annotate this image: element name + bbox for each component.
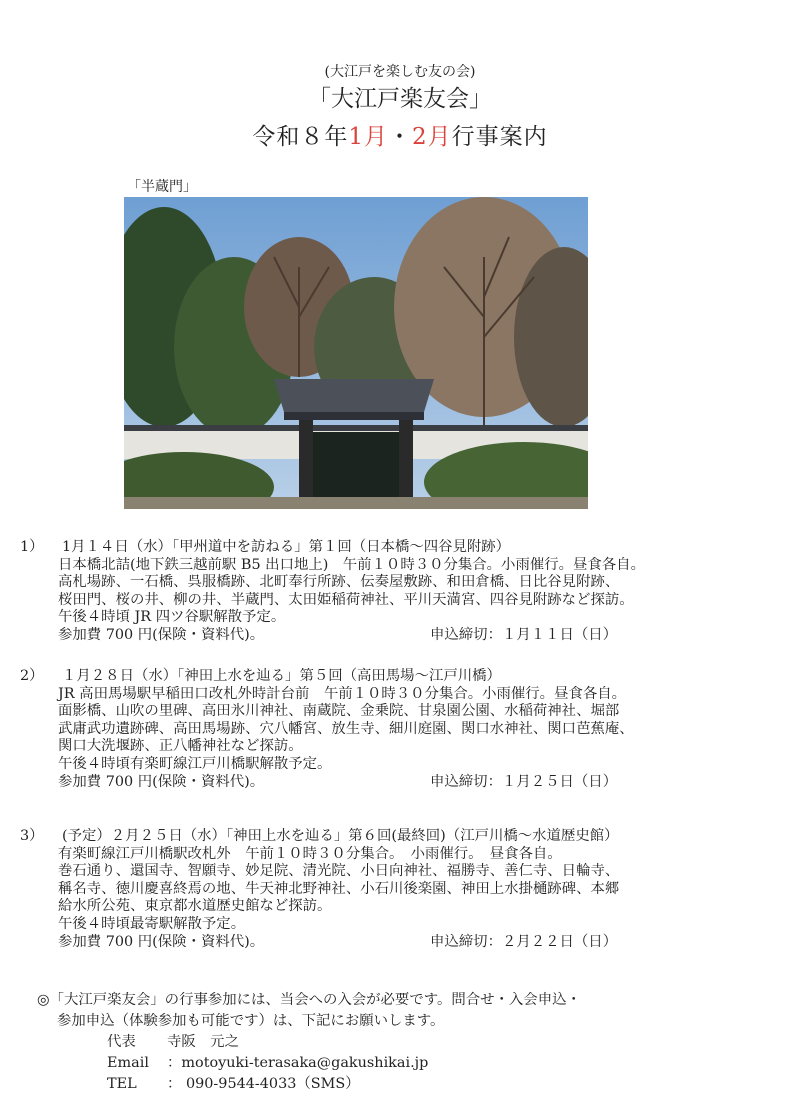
- event-2-title: １月２８日（水）「神田上水を辿る」第５回（高田馬場～江戸川橋）: [62, 668, 501, 684]
- event-3-fee-row: [20, 934, 790, 952]
- representative-name: 寺阪 元之: [167, 1034, 239, 1050]
- membership-note: ◎「大江戸楽友会」の行事参加には、当会への入会が必要です。問合せ・入会申込・: [37, 992, 581, 1008]
- event-1-title-row: [20, 539, 790, 557]
- event-1: [20, 539, 790, 645]
- footer: [37, 990, 777, 1095]
- event-3-line: 有楽町線江戸川橋駅改札外 午前１０時３０分集合。 小雨催行。 昼食各自。: [58, 845, 562, 862]
- event-2-line: 武庸武功遺跡碑、高田馬場跡、穴八幡宮、放生寺、細川庭園、関口水神社、関口芭蕉庵、: [58, 720, 634, 737]
- event-3-line: 巻石通り、還国寺、智願寺、妙足院、清光院、小日向神社、福勝寺、善仁寺、日輪寺、: [58, 863, 620, 880]
- event-3-line: 給水所公苑、東京都水道歴史館など探訪。: [58, 898, 332, 915]
- tel-number: ： 090-9544-4033（SMS）: [167, 1076, 360, 1092]
- event-3-line: 稱名寺、徳川慶喜終焉の地、牛天神北野神社、小石川後楽園、神田上水掛樋跡碑、本郷: [58, 880, 620, 897]
- event-1-number: 1）: [20, 539, 44, 555]
- page-title: [0, 118, 800, 151]
- event-1-line: 高札場跡、一石橋、呉服橋跡、北町奉行所跡、伝奏屋敷跡、和田倉橋、日比谷見附跡、: [58, 574, 620, 591]
- org-subtitle: (大江戸を楽しむ友の会): [324, 64, 476, 80]
- event-2-line: 面影橋、山吹の里碑、高田氷川神社、南蔵院、金乗院、甘泉園公園、水稲荷神社、堀部: [58, 703, 620, 720]
- event-3-line: 午後４時頃最寄駅解散予定。: [58, 915, 246, 932]
- event-1-fee: 参加費 700 円(保険・資料代)。: [58, 626, 265, 643]
- event-2-deadline: 申込締切：１月２５日（日）: [430, 773, 618, 790]
- org-name: 「大江戸楽友会」: [308, 86, 492, 112]
- event-3-number: 3）: [20, 828, 44, 844]
- title-prefix: 令和８年: [252, 124, 349, 150]
- event-3-title-row: [20, 828, 790, 846]
- event-3: [20, 828, 790, 951]
- representative-row: [37, 1032, 777, 1053]
- event-2-line: 関口大洗堰跡、正八幡神社など探訪。: [58, 738, 303, 755]
- email-row: [37, 1053, 777, 1074]
- event-1-line: 午後４時頃 JR 四ツ谷駅解散予定。: [58, 609, 286, 626]
- event-1-title: 1月１４日（水）「甲州道中を訪ねる」第１回（日本橋～四谷見附跡）: [62, 539, 511, 555]
- event-2-number: 2）: [20, 668, 44, 684]
- email-label: Email: [107, 1055, 149, 1071]
- event-2: [20, 668, 790, 791]
- title-month-2: 2月: [412, 124, 452, 150]
- event-1-line: 桜田門、桜の井、柳の井、半蔵門、太田姫稲荷神社、平川天満宮、四谷見附跡など探訪。: [58, 591, 634, 608]
- tel-label: TEL: [107, 1076, 137, 1092]
- representative-label: 代表: [107, 1034, 136, 1050]
- event-2-title-row: [20, 668, 790, 686]
- photo-caption: 「半蔵門」: [127, 179, 197, 195]
- event-2-line: 午後４時頃有楽町線江戸川橋駅解散予定。: [58, 755, 332, 772]
- event-2-fee-row: [20, 774, 790, 792]
- event-2-line: JR 高田馬場駅早稲田口改札外時計台前 午前１０時３０分集合。小雨催行。昼食各自。: [58, 685, 627, 702]
- hanzomon-gate-photo: [124, 197, 588, 509]
- event-1-deadline: 申込締切：１月１１日（日）: [430, 626, 618, 643]
- event-1-fee-row: [20, 627, 790, 645]
- event-2-fee: 参加費 700 円(保険・資料代)。: [58, 773, 265, 790]
- tel-row: [37, 1074, 777, 1095]
- title-dot: ・: [388, 124, 412, 150]
- event-3-deadline: 申込締切：２月２２日（日）: [430, 933, 618, 950]
- event-1-line: 日本橋北詰(地下鉄三越前駅 B5 出口地上) 午前１０時３０分集合。小雨催行。昼食各自。: [58, 556, 645, 573]
- application-note: 参加申込（体験参加も可能です）は、下記にお願いします。: [57, 1013, 445, 1029]
- title-month-1: 1月: [348, 124, 388, 150]
- event-3-title: (予定）２月２５日（水）「神田上水を辿る」第６回(最終回)（江戸川橋～水道歴史館）: [62, 828, 619, 844]
- title-suffix: 行事案内: [451, 124, 548, 150]
- event-3-fee: 参加費 700 円(保険・資料代)。: [58, 933, 265, 950]
- email-address[interactable]: ：motoyuki-terasaka@gakushikai.jp: [167, 1055, 429, 1071]
